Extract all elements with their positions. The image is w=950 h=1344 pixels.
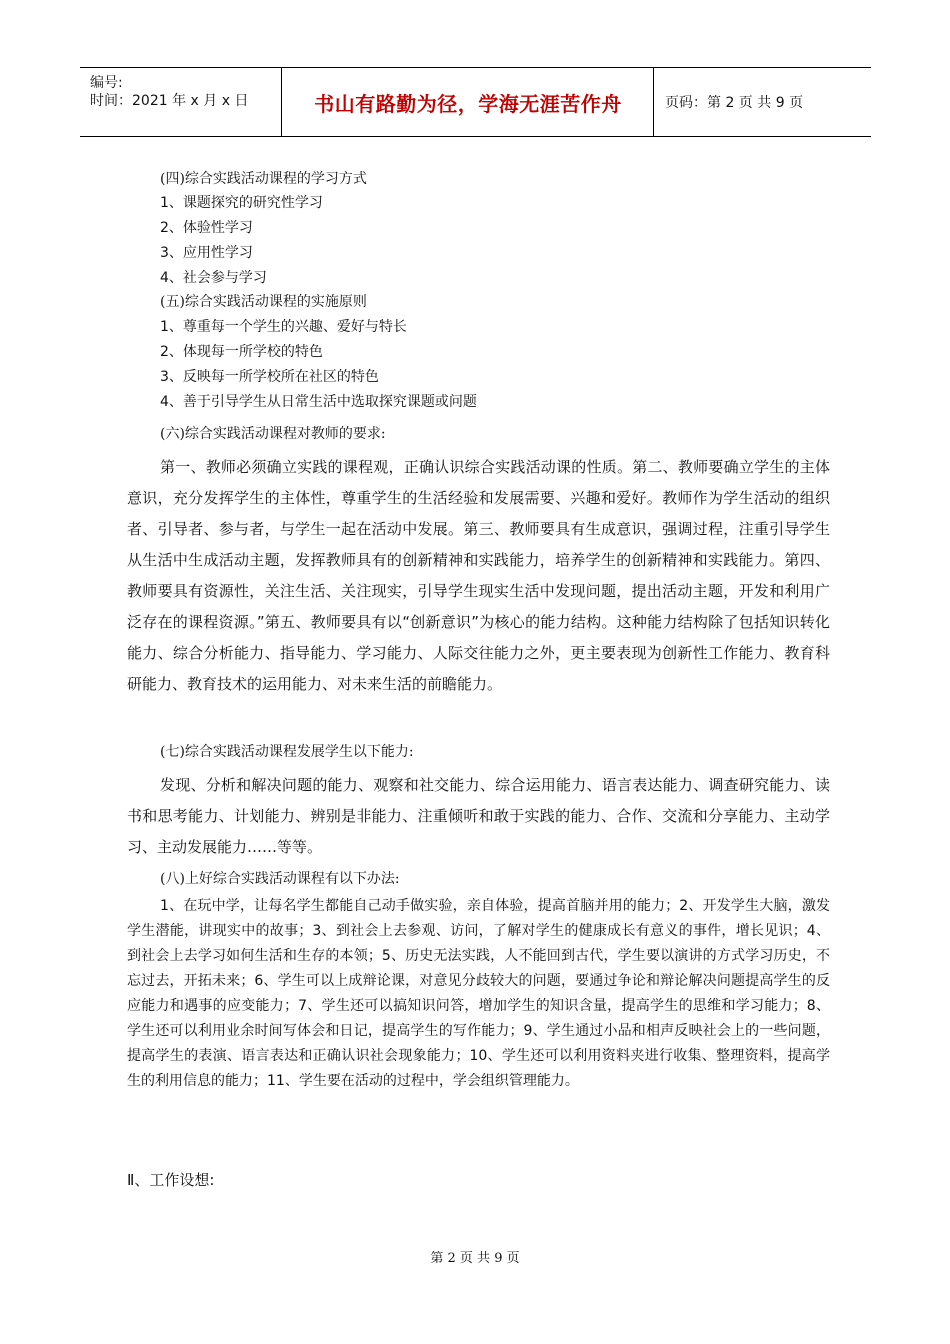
section-4-title: (四)综合实践活动课程的学习方式 [160, 171, 367, 187]
page-footer: 第 2 页 共 9 页 [430, 1251, 520, 1266]
header-page-cell [655, 68, 871, 136]
section-5-title: (五)综合实践活动课程的实施原则 [160, 294, 367, 310]
document-header [80, 67, 871, 137]
section-8-title: (八)上好综合实践活动课程有以下办法: [160, 871, 400, 887]
section-6-title: (六)综合实践活动课程对教师的要求: [160, 426, 386, 442]
header-divider [653, 68, 654, 136]
section-8-body: 1、在玩中学，让每名学生都能自己动手做实验，亲自体验，提高首脑并用的能力；2、开发学生大脑，激发学生潜能，讲现实中的故事；3、到社会上去参观、访问，了解对学生的健康成长有意义的事件，增长见识；4、到社会上去学习如何生活和生存的本领；5、历史无法实践，人不能回到古代，学生要以演讲的方式学习历史，不忘过去，开拓未来；6、学生可以上成辩论课，对意见分歧较大的问题，要通过争论和辩论解决问题提高学生的反应能力和遇事的应变能力；7、学生还可以搞知识问答，增加学生的知识含量，提高学生的思维和学习能力；8、学生还可以利用业余时间写体会和日记，提高学生的写作能力；9、学生通过小品和相声反映社会上的一些问题，提高学生的表演、语言表达和正确认识社会现象能力；10、学生还可以利用资料夹进行收集、整理资料，提高学生的利用信息的能力；11、学生要在活动的过程中，学会组织管理能力。 [127, 898, 830, 1089]
work-plan-title: Ⅱ、工作设想: [127, 1171, 215, 1189]
date-label: 时间：2021 年 x 月 x 日 [90, 93, 249, 109]
header-divider [281, 68, 282, 136]
number-label: 编号: [90, 75, 123, 91]
section-5-item: 4、善于引导学生从日常生活中选取探究课题或问题 [160, 394, 477, 410]
header-meta [80, 68, 281, 136]
header-motto: 书山有路勤为径，学海无涯苦作舟 [314, 91, 622, 116]
section-6-body: 第一、教师必须确立实践的课程观，正确认识综合实践活动课的性质。第二、教师要确立学生的主体意识，充分发挥学生的主体性，尊重学生的生活经验和发展需要、兴趣和爱好。教师作为学生活动的组织者、引导者、参与者，与学生一起在活动中发展。第三、教师要具有生成意识，强调过程，注重引导学生从生活中生成活动主题，发挥教师具有的创新精神和实践能力，培养学生的创新精神和实践能力。第四、教师要具有资源性，关注生活、关注现实，引导学生现实生活中发现问题，提出活动主题，开发和利用广泛存在的课程资源。”第五、教师要具有以“创新意识”为核心的能力结构。这种能力结构除了包括知识转化能力、综合分析能力、指导能力、学习能力、人际交往能力之外，更主要表现为创新性工作能力、教育科研能力、教育技术的运用能力、对未来生活的前瞻能力。 [127, 458, 830, 693]
section-5-item: 2、体现每一所学校的特色 [160, 344, 323, 360]
section-5-item: 3、反映每一所学校所在社区的特色 [160, 369, 379, 385]
section-4-item: 4、社会参与学习 [160, 270, 267, 286]
section-4-item: 2、体验性学习 [160, 220, 253, 236]
section-5-item: 1、尊重每一个学生的兴趣、爱好与特长 [160, 319, 407, 335]
header-motto-cell [283, 68, 653, 136]
section-7-title: (七)综合实践活动课程发展学生以下能力: [160, 744, 414, 760]
section-4-item: 3、应用性学习 [160, 245, 253, 261]
section-7-body: 发现、分析和解决问题的能力、观察和社交能力、综合运用能力、语言表达能力、调查研究能力、读书和思考能力、计划能力、辨别是非能力、注重倾听和敢于实践的能力、合作、交流和分享能力、主动学习、主动发展能力……等等。 [127, 776, 830, 856]
header-page-number: 页码：第 2 页 共 9 页 [665, 95, 804, 111]
section-4-item: 1、课题探究的研究性学习 [160, 195, 323, 211]
